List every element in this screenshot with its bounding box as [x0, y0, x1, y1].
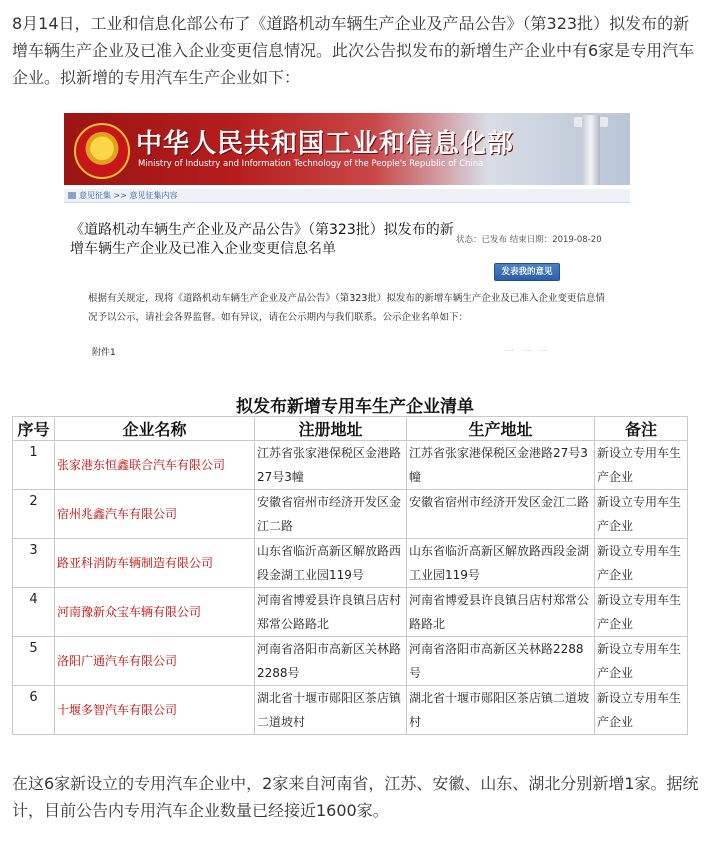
- row-index: 3: [13, 539, 55, 588]
- table-row: [13, 441, 688, 490]
- banner-title: 中华人民共和国工业和信息化部: [136, 129, 515, 159]
- ministry-page-screenshot: [64, 113, 630, 359]
- attachment-label[interactable]: 附件1: [92, 348, 116, 358]
- production-address: 安徽省宿州市经济开发区金江二路: [407, 490, 595, 539]
- registered-address: 湖北省十堰市郧阳区茶店镇二道坡村: [255, 686, 407, 735]
- national-emblem-icon: [74, 123, 130, 179]
- registered-address: 江苏省张家港保税区金港路27号3幢: [255, 441, 407, 490]
- remark: 新设立专用车生产企业: [595, 490, 688, 539]
- faded-watermark-text: 一 一 一: [504, 347, 551, 358]
- table-row: [13, 539, 688, 588]
- company-name: 河南豫新众宝车辆有限公司: [55, 588, 255, 637]
- intro-paragraph: 8月14日，工业和信息化部公布了《道路机动车辆生产企业及产品公告》（第323批）拟发布的新增车辆生产企业及已准入企业变更信息情况。此次公告拟发布的新增生产企业中有6家是专用汽车企业。拟新增的专用汽车生产企业如下：: [12, 14, 695, 87]
- table-row: [13, 490, 688, 539]
- company-name: 路亚科消防车辆制造有限公司: [55, 539, 255, 588]
- huabiao-pillar-icon: [582, 115, 600, 185]
- outro-paragraph: 在这6家新设立的专用汽车企业中，2家来自河南省，江苏、安徽、山东、湖北分别新增1家。据统计，目前公告内专用汽车企业数量已经接近1600家。: [12, 774, 699, 820]
- registered-address: 山东省临沂高新区解放路西段金湖工业园119号: [255, 539, 407, 588]
- remark: 新设立专用车生产企业: [595, 441, 688, 490]
- notice-title: 《道路机动车辆生产企业及产品公告》（第323批）拟发布的新增车辆生产企业及已准入企业变更信息名单: [70, 222, 454, 257]
- table-title: 拟发布新增专用车生产企业清单: [236, 397, 474, 417]
- production-address: 江苏省张家港保税区金港路27号3幢: [407, 441, 595, 490]
- company-name: 洛阳广通汽车有限公司: [55, 637, 255, 686]
- registered-address: 河南省博爱县许良镇吕店村郑常公路路北: [255, 588, 407, 637]
- production-address: 河南省博爱县许良镇吕店村郑常公路路北: [407, 588, 595, 637]
- company-name: 宿州兆鑫汽车有限公司: [55, 490, 255, 539]
- remark: 新设立专用车生产企业: [595, 588, 688, 637]
- row-index: 5: [13, 637, 55, 686]
- banner-subtitle: Ministry of Industry and Information Technology of the People's Republic of China: [138, 159, 484, 169]
- production-address: 湖北省十堰市郧阳区茶店镇二道坡村: [407, 686, 595, 735]
- notice-body: 根据有关规定，现将《道路机动车辆生产企业及产品公告》（第323批）拟发布的新增车辆生产企业及已准入企业变更信息情况予以公示，请社会各界监督。如有异议，请在公示期内与我们联系。公示企业名单如下：: [88, 293, 605, 323]
- table-row: [13, 588, 688, 637]
- table-row: [13, 637, 688, 686]
- remark: 新设立专用车生产企业: [595, 637, 688, 686]
- table-header-row: [13, 417, 688, 441]
- header-company: 企业名称: [55, 417, 255, 441]
- production-address: 河南省洛阳市高新区关林路2288号: [407, 637, 595, 686]
- breadcrumb-text[interactable]: 意见征集 >> 意见征集内容: [79, 191, 178, 200]
- notice-status: 状态：已发布 结束日期：2019-08-20: [456, 235, 602, 245]
- header-remark: 备注: [595, 417, 688, 441]
- registered-address: 安徽省宿州市经济开发区金江二路: [255, 490, 407, 539]
- company-name: 张家港东恒鑫联合汽车有限公司: [55, 441, 255, 490]
- post-comment-button[interactable]: 发表我的意见: [494, 263, 560, 281]
- row-index: 2: [13, 490, 55, 539]
- ministry-banner: [64, 113, 630, 185]
- header-index: 序号: [13, 417, 55, 441]
- remark: 新设立专用车生产企业: [595, 539, 688, 588]
- breadcrumb[interactable]: [64, 189, 630, 203]
- remark: 新设立专用车生产企业: [595, 686, 688, 735]
- registered-address: 河南省洛阳市高新区关林路2288号: [255, 637, 407, 686]
- row-index: 1: [13, 441, 55, 490]
- production-address: 山东省临沂高新区解放路西段金湖工业园119号: [407, 539, 595, 588]
- enterprise-table: [12, 416, 688, 735]
- row-index: 6: [13, 686, 55, 735]
- header-registered-address: 注册地址: [255, 417, 407, 441]
- row-index: 4: [13, 588, 55, 637]
- company-name: 十堰多智汽车有限公司: [55, 686, 255, 735]
- table-row: [13, 686, 688, 735]
- header-production-address: 生产地址: [407, 417, 595, 441]
- home-icon: [68, 192, 76, 199]
